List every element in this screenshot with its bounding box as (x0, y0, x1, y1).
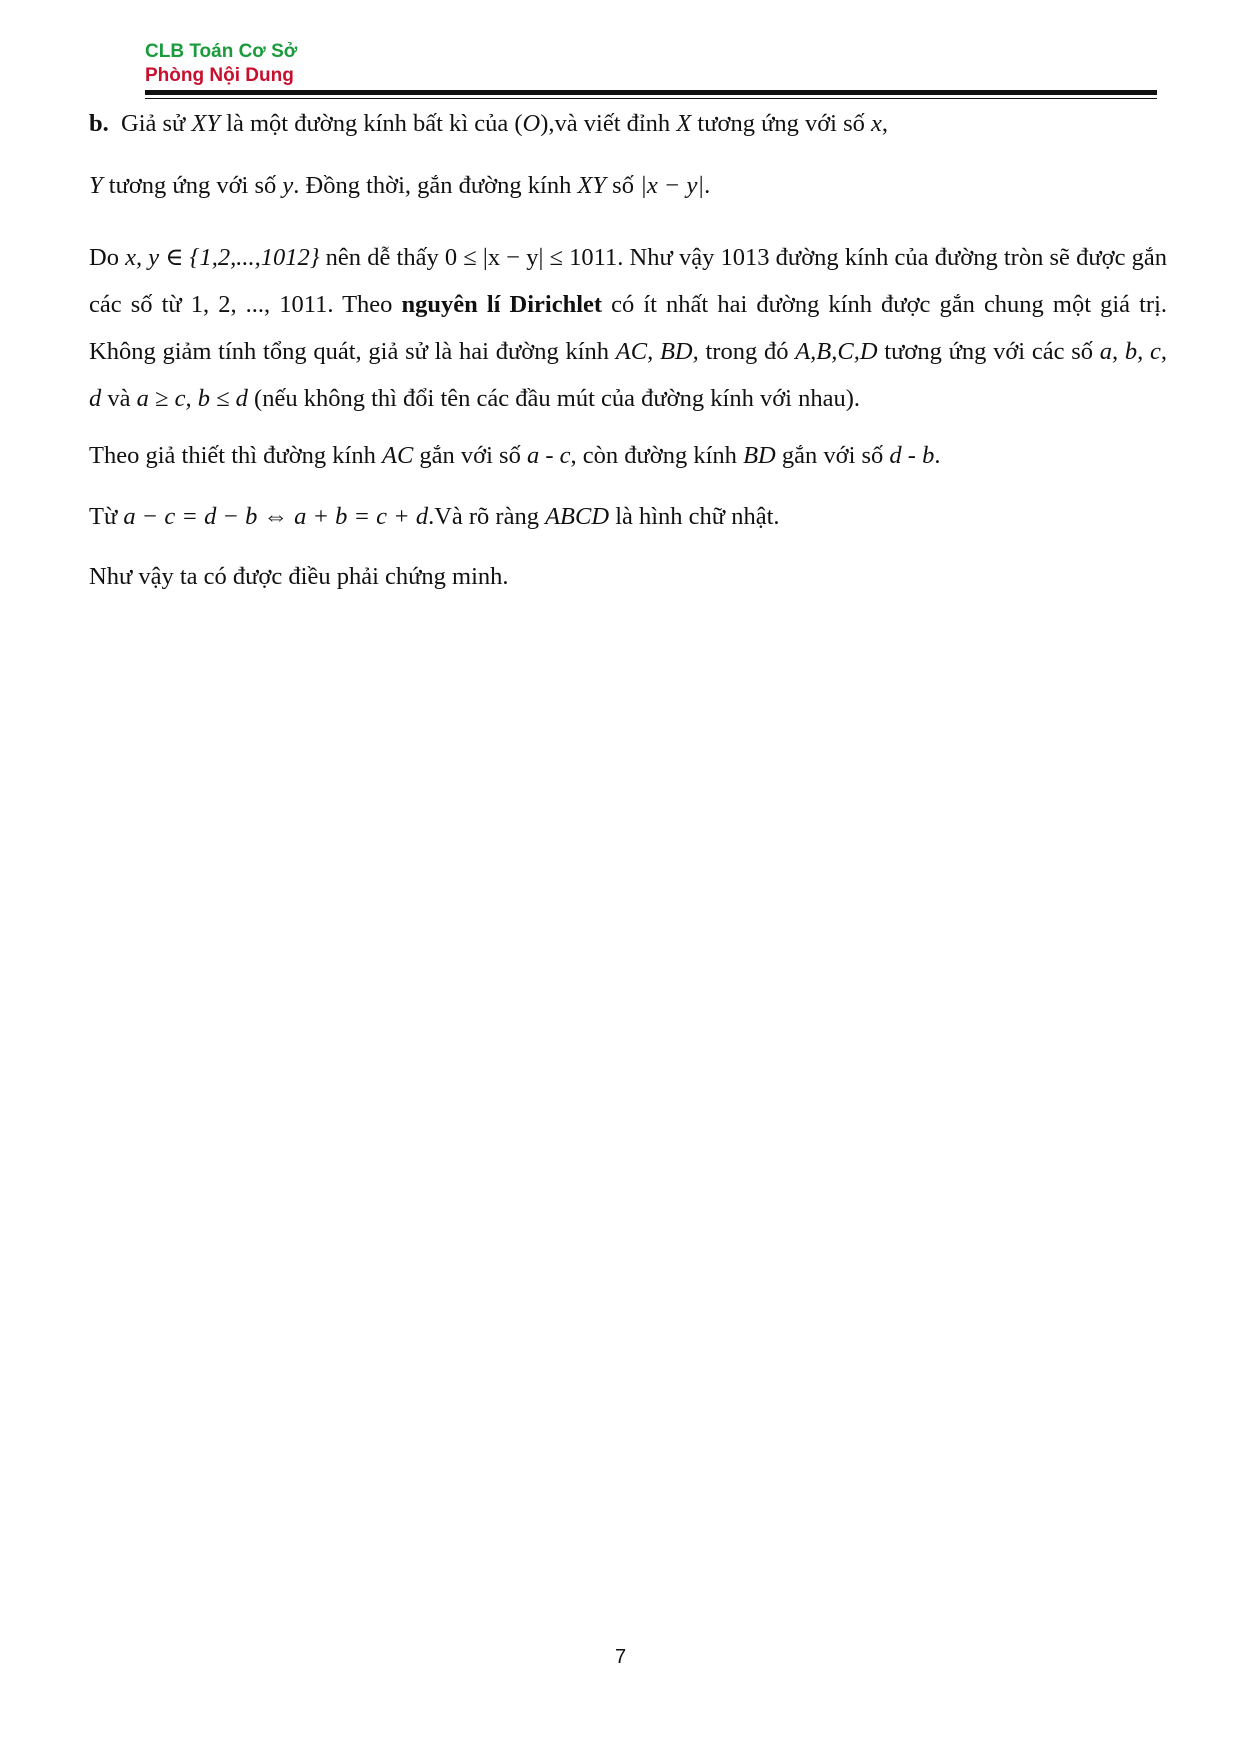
page-number: 7 (614, 1646, 627, 1668)
club-name: CLB Toán Cơ Sở (145, 41, 298, 62)
text: , còn đường kính (570, 442, 744, 469)
math-var: AC (381, 442, 414, 469)
text: ),và viết đỉnh (540, 110, 677, 137)
header-rule-thick (145, 90, 1157, 95)
document-body (89, 110, 1167, 597)
text: có ít nhất hai đường kính được gắn chung một giá trị. Không giảm tính tổng quát, giả sử là hai đường kính (89, 291, 1167, 365)
text: (nếu không thì đổi tên các đầu mút của đường kính với nhau). (247, 385, 860, 412)
math-var: d - b (889, 442, 935, 469)
math-var: XY (577, 172, 607, 199)
text: Như vậy ta có được điều phải chứng minh. (89, 563, 509, 590)
text: Giả sử (121, 110, 192, 137)
math-var: XY (191, 110, 221, 137)
text: tương ứng với số (691, 110, 872, 137)
text: . Như vậy 1013 đường kính của đường tròn sẽ được gắn các số từ 1, 2, ..., 1011. Theo (89, 244, 1167, 318)
math-var: BD (743, 442, 776, 469)
math-var: y (282, 172, 294, 199)
text: . Đồng thời, gắn đường kính (293, 172, 578, 199)
department-name: Phòng Nội Dung (145, 65, 294, 86)
paragraph-hypothesis (89, 442, 1167, 476)
paragraph-rectangle (89, 503, 1167, 537)
math-var: x (871, 110, 882, 137)
text: Theo giả thiết thì đường kính (89, 442, 382, 469)
text: Từ (89, 503, 124, 530)
text: số (606, 172, 641, 199)
math-var: A,B,C,D (795, 338, 878, 365)
text: tương ứng với số (102, 172, 283, 199)
text: gắn với số (413, 442, 527, 469)
header-rule-thin (145, 98, 1157, 99)
text: . (934, 442, 941, 469)
text: là một đường kính bất kì của ( (220, 110, 523, 137)
math-formula: a ≥ c, b ≤ d (136, 385, 248, 412)
part-label: b. (89, 110, 109, 137)
paragraph-conclusion (89, 563, 1167, 597)
bold-term: nguyên lí Dirichlet (401, 291, 603, 318)
math-var: a, b, c, d (89, 338, 1168, 412)
math-formula: a − c = d − b ⇔ a + b = c + d (123, 503, 429, 530)
paragraph-b-line-2 (89, 172, 1167, 206)
math-var: Y (89, 172, 103, 199)
math-var: ABCD (545, 503, 610, 530)
text: nên dễ thấy (319, 244, 445, 271)
text: , (881, 110, 889, 137)
text: .Và rõ ràng (428, 503, 546, 530)
math-var: AC, BD, (615, 338, 699, 365)
math-formula: x, y ∈ {1,2,...,1012} (125, 244, 320, 271)
paragraph-b-line-1 (89, 110, 1167, 144)
text: trong đó (698, 338, 796, 365)
math-var: O (522, 110, 541, 137)
text: gắn với số (775, 442, 890, 469)
text: Do (89, 244, 126, 271)
page-header (145, 40, 297, 88)
math-formula: 0 ≤ |x − y| ≤ 1011 (444, 244, 618, 271)
math-var: a - c (526, 442, 571, 469)
text: tương ứng với các số (877, 338, 1100, 365)
paragraph-dirichlet (89, 234, 1167, 422)
math-formula: |x − y| (640, 172, 705, 199)
text: và (101, 385, 137, 412)
text: . (704, 172, 711, 199)
text: là hình chữ nhật. (609, 503, 780, 530)
math-var: X (676, 110, 692, 137)
